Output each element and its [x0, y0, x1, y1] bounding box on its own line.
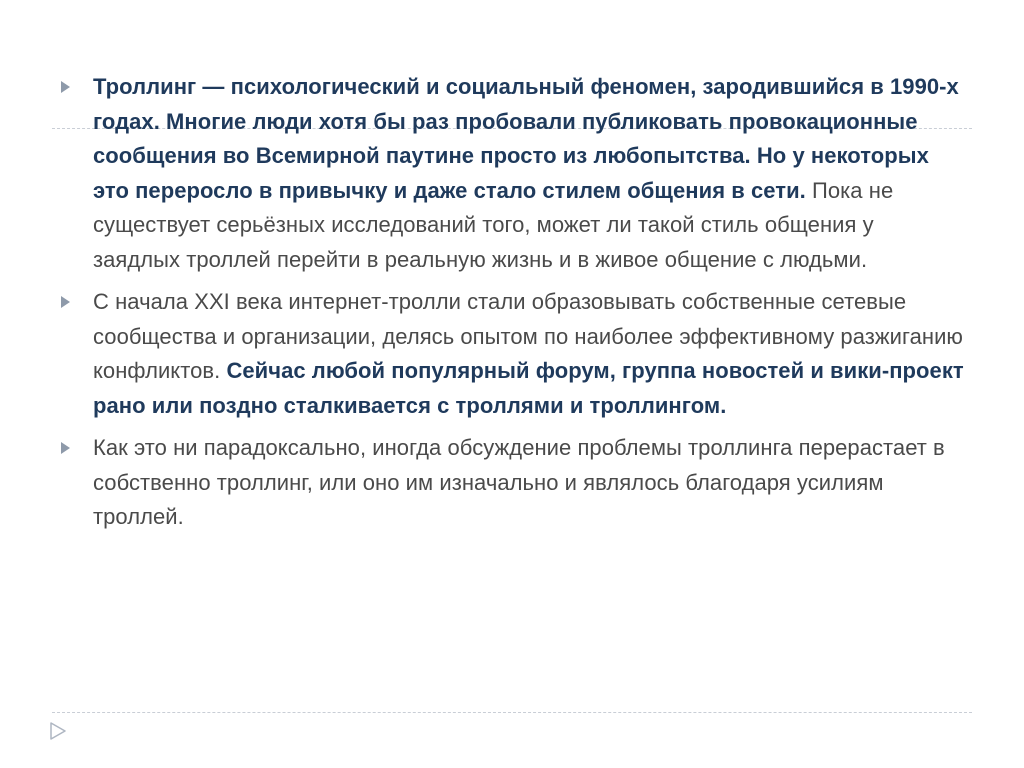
bullet-item-1	[58, 70, 964, 277]
bullet-text	[93, 431, 964, 535]
triangle-right-icon	[61, 442, 70, 454]
regular-text: Как это ни парадоксально, иногда обсуждение проблемы троллинга перерастает в собственно троллинг, или оно им изначально и являлось благодаря усилиям троллей.	[93, 435, 945, 529]
regular-text: Пока не существует серьёзных исследований того, может ли такой стиль общения у заядлых троллей перейти в реальную жизнь и в живое общение с людьми.	[93, 177, 894, 272]
regular-text: С начала XXI века интернет-тролли стали образовывать собственные сетевые сообщества и организации, делясь опытом по наиболее эффективному разжиганию конфликтов.	[93, 289, 963, 383]
bold-text: Троллинг — психологический и социальный феномен, зародившийся в 1990-х годах. Многие люди хотя бы раз пробовали публиковать провокационные сообщения во Всемирной паутине просто из любопытства. Но у некоторых это переросло в привычку и даже стало стилем общения в сети.	[93, 74, 959, 203]
bullet-text	[93, 70, 964, 277]
triangle-right-icon	[61, 296, 70, 308]
bold-text: Сейчас любой популярный форум, группа новостей и вики-проект рано или поздно сталкивается с троллями и троллингом.	[93, 358, 964, 418]
bullet-item-3	[58, 431, 964, 535]
triangle-right-icon	[50, 722, 66, 740]
triangle-right-icon	[61, 81, 70, 93]
bullet-text	[93, 285, 964, 423]
bottom-divider	[52, 712, 972, 713]
bullet-item-2	[58, 285, 964, 423]
slide-content	[58, 70, 964, 543]
